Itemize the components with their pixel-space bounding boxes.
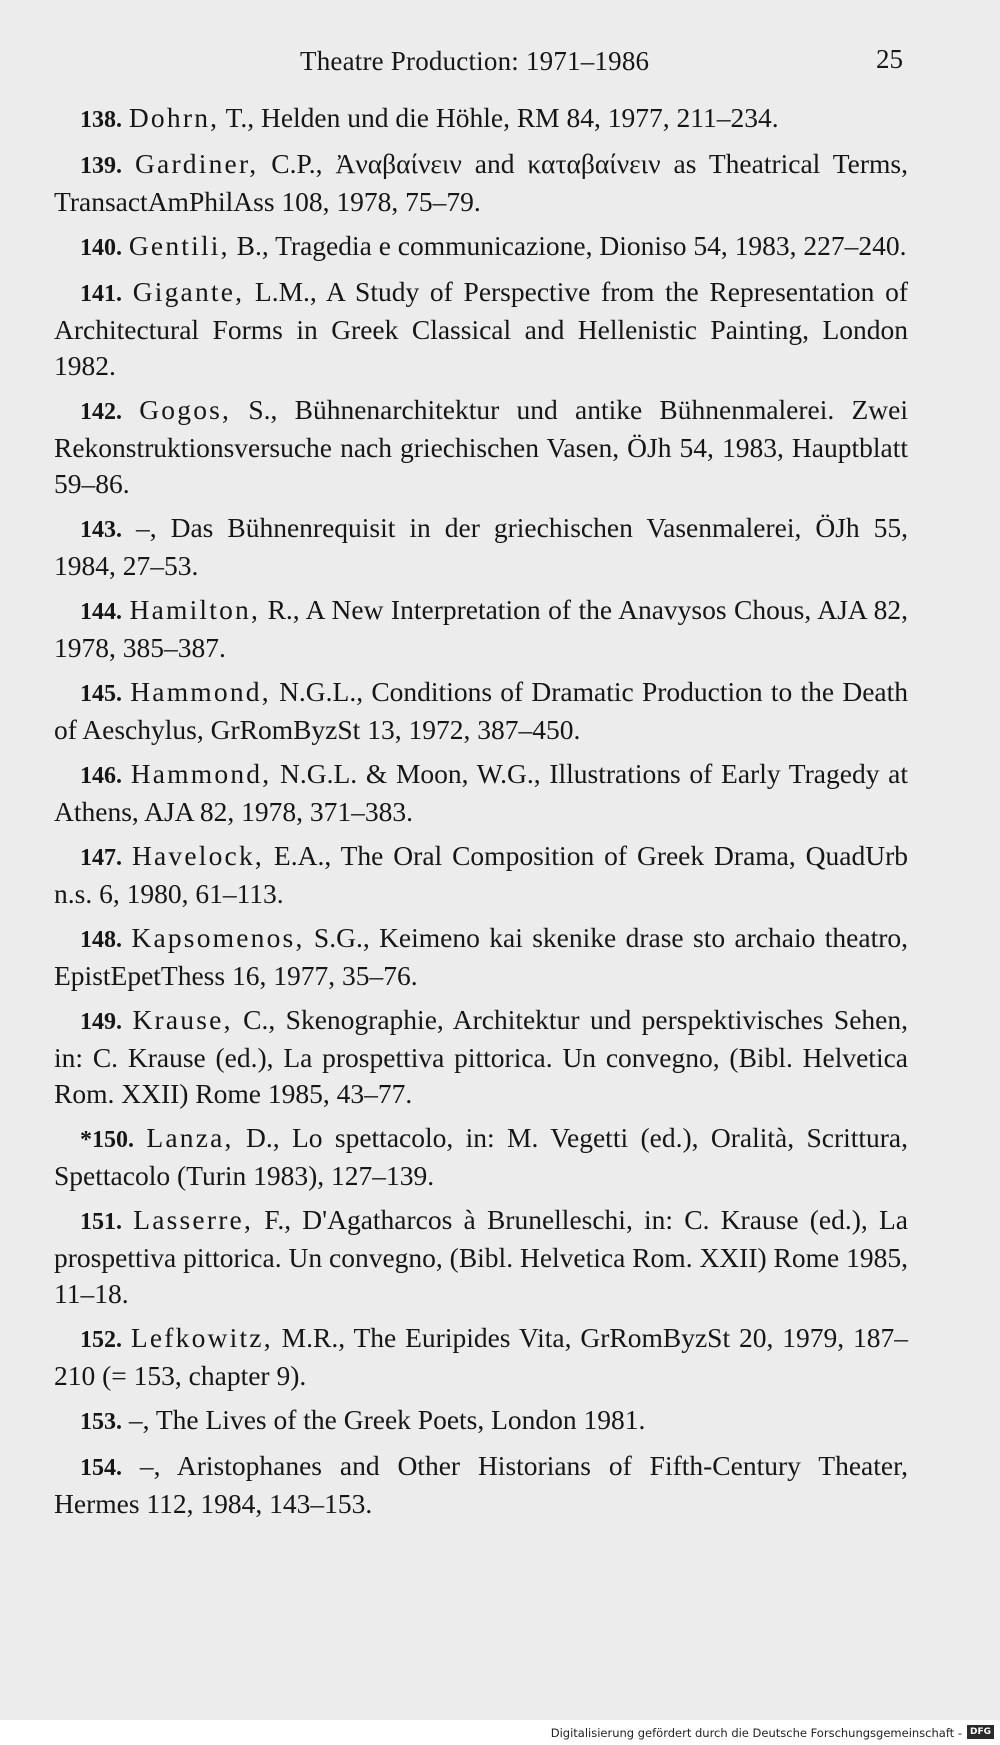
entry-number: 145. [80, 681, 122, 707]
entry-author: Gigante, [132, 276, 245, 307]
entry-text: –, Das Bühnenrequisit in der griechischen Vasenmalerei, ÖJh 55, 1984, 27–53. [54, 512, 908, 581]
bibliography-entry [54, 392, 908, 502]
entry-author: Hammond, [130, 676, 271, 707]
entry-text: E.A., The Oral Composition of Greek Drama, QuadUrb n.s. 6, 1980, 61–113. [54, 840, 909, 909]
entry-number: 154. [80, 1455, 122, 1481]
entry-number: *150. [80, 1127, 134, 1153]
entry-number: 143. [80, 517, 122, 543]
bibliography-entry [54, 146, 908, 220]
bibliography-entry [54, 274, 908, 384]
entry-author: Havelock, [131, 840, 264, 871]
entry-number: 147. [80, 845, 122, 871]
bibliography-entry [54, 228, 908, 266]
entry-number: 139. [80, 153, 122, 179]
entry-author: Dohrn, [128, 102, 220, 133]
entry-text: F., D'Agatharcos à Brunelleschi, in: C. Krause (ed.), La prospettiva pittorica. Un convegno, (Bibl. Helvetica Rom. XXII) Rome 1985, 11–18. [54, 1204, 909, 1309]
entry-text: M.R., The Euripides Vita, GrRomByzSt 20, 1979, 187–210 (= 153, chapter 9). [54, 1322, 908, 1391]
bibliography-entry [54, 920, 908, 994]
entry-author: Hammond, [130, 758, 272, 789]
bibliography-entry [54, 756, 908, 830]
entry-text: S.G., Keimeno kai skenike drase sto archaio theatro, EpistEpetThess 16, 1977, 35–76. [54, 922, 909, 991]
entry-text: L.M., A Study of Perspective from the Representation of Architectural Forms in Greek Classical and Hellenistic Painting, London 1982. [54, 276, 908, 381]
dfg-logo: DFG [967, 1725, 994, 1739]
digitization-footer [0, 1720, 1000, 1745]
entry-author: Gardiner, [134, 148, 259, 179]
entry-number: 152. [80, 1327, 122, 1353]
bibliography-list [54, 100, 908, 1530]
entry-text: T., Helden und die Höhle, RM 84, 1977, 211–234. [219, 102, 779, 133]
entry-number: 142. [80, 399, 122, 425]
bibliography-entry [54, 1002, 908, 1112]
bibliography-entry [54, 1120, 908, 1194]
entry-text: N.G.L. & Moon, W.G., Illustrations of Early Tragedy at Athens, AJA 82, 1978, 371–383. [54, 758, 909, 827]
bibliography-entry [54, 1202, 908, 1312]
bibliography-entry [54, 1402, 908, 1440]
page-number: 25 [876, 44, 903, 74]
entry-text: N.G.L., Conditions of Dramatic Production to the Death of Aeschylus, GrRomByzSt 13, 1972, 387–450. [54, 676, 908, 745]
funding-credit: Digitalisierung gefördert durch die Deutsche Forschungsgemeinschaft - [550, 1726, 962, 1740]
entry-number: 144. [80, 599, 122, 625]
entry-text: B., Tragedia e communicazione, Dioniso 54, 1983, 227–240. [229, 230, 907, 261]
entry-text: S., Bühnenarchitektur und antike Bühnenmalerei. Zwei Rekonstruktionsversuche nach griechischen Vasen, ÖJh 54, 1983, Hauptblatt 59–86. [54, 394, 909, 499]
entry-text: C.P., Ἀναβαίνειν and καταβαίνειν as Theatrical Terms, TransactAmPhilAss 108, 1978, 75–79. [54, 148, 909, 217]
entry-author: Lefkowitz, [130, 1322, 273, 1353]
entry-number: 149. [80, 1009, 122, 1035]
entry-number: 138. [80, 107, 122, 133]
entry-text: D., Lo spettacolo, in: M. Vegetti (ed.), Oralità, Scrittura, Spettacolo (Turin 1983), 127–139. [54, 1122, 909, 1191]
entry-author: Gogos, [139, 394, 232, 425]
entry-text: R., A New Interpretation of the Anavysos Chous, AJA 82, 1978, 385–387. [54, 594, 909, 663]
bibliography-entry [54, 674, 908, 748]
entry-number: 146. [80, 763, 122, 789]
entry-number: 148. [80, 927, 122, 953]
entry-author: Krause, [132, 1004, 233, 1035]
entry-number: 151. [80, 1209, 122, 1235]
entry-author: Hamilton, [129, 594, 261, 625]
entry-number: 153. [80, 1409, 122, 1435]
entry-author: Lasserre, [133, 1204, 254, 1235]
running-head [0, 42, 1000, 82]
entry-text: C., Skenographie, Architektur und perspektivisches Sehen, in: C. Krause (ed.), La prospettiva pittorica. Un convegno, (Bibl. Helvetica Rom. XXII) Rome 1985, 43–77. [54, 1004, 908, 1109]
bibliography-entry [54, 1448, 908, 1522]
entry-text: –, The Lives of the Greek Poets, London 1981. [128, 1404, 646, 1435]
entry-number: 140. [80, 235, 122, 261]
bibliography-entry [54, 100, 908, 138]
entry-text: –, Aristophanes and Other Historians of Fifth-Century Theater, Hermes 112, 1984, 143–153. [54, 1450, 909, 1519]
entry-number: 141. [80, 281, 122, 307]
entry-author: Gentili, [128, 230, 230, 261]
bibliography-entry [54, 592, 908, 666]
entry-author: Lanza, [146, 1122, 234, 1153]
bibliography-entry [54, 510, 908, 584]
running-title: Theatre Production: 1971–1986 [300, 46, 650, 76]
entry-author: Kapsomenos, [131, 922, 305, 953]
bibliography-entry [54, 838, 908, 912]
bibliography-entry [54, 1320, 908, 1394]
